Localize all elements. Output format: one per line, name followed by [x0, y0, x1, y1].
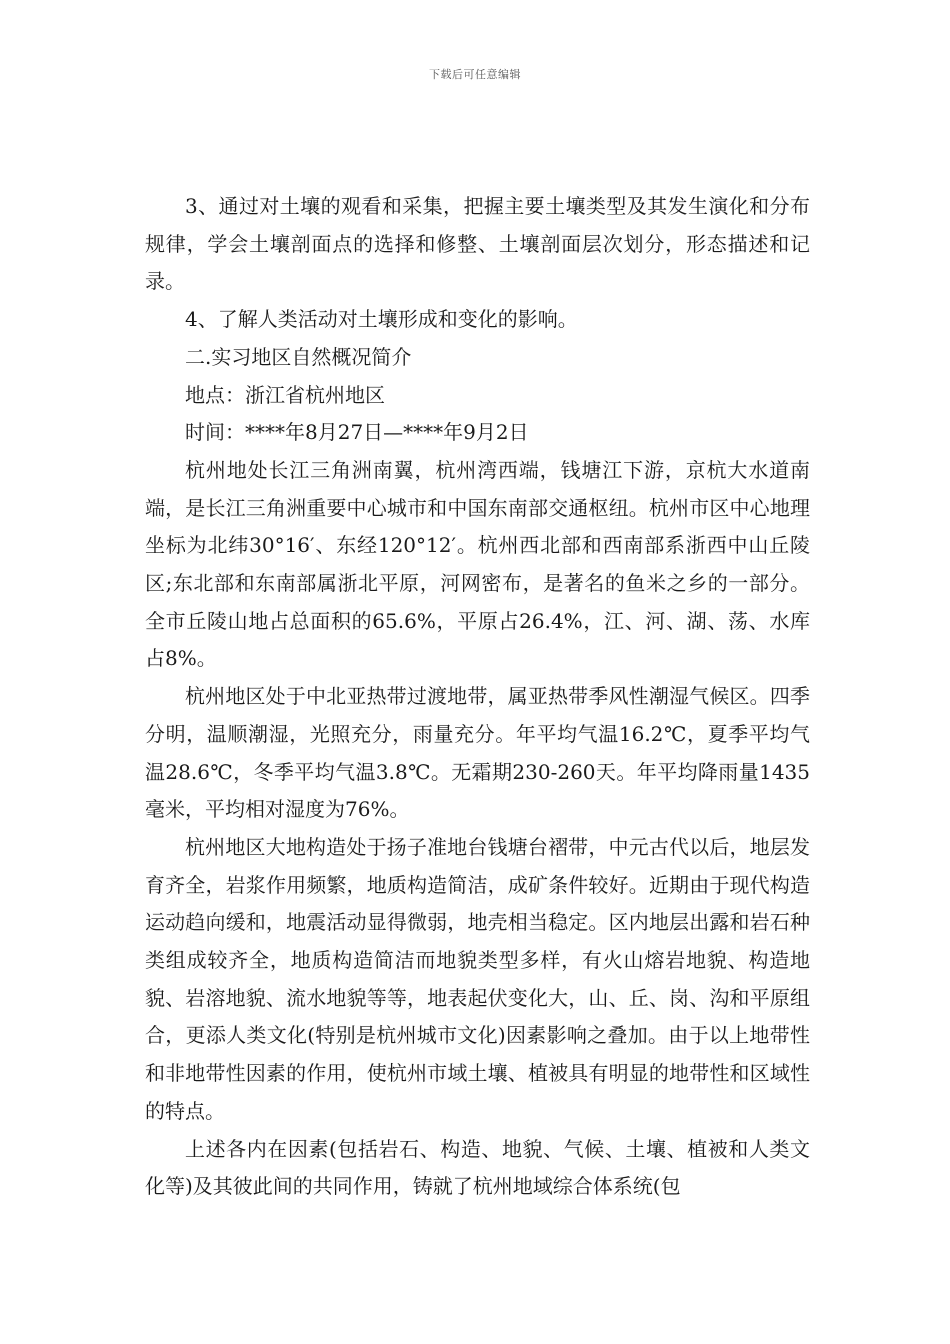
paragraph-geology: 杭州地区大地构造处于扬子准地台钱塘台褶带，中元古代以后，地层发育齐全，岩浆作用频繁，地质构造简洁，成矿条件较好。近期由于现代构造运动趋向缓和，地震活动显得微弱，地壳相当稳定。区内地层出露和岩石种类组成较齐全，地质构造简洁而地貌类型多样，有火山熔岩地貌、构造地貌、岩溶地貌、流水地貌等等，地表起伏变化大，山、丘、岗、沟和平原组合，更添人类文化(特别是杭州城市文化)因素影响之叠加。由于以上地带性和非地带性因素的作用，使杭州市域土壤、植被具有明显的地带性和区域性的特点。	[145, 834, 810, 1123]
paragraph-geography: 杭州地处长江三角洲南翼，杭州湾西端，钱塘江下游，京杭大水道南端，是长江三角洲重要中心城市和中国东南部交通枢纽。杭州市区中心地理坐标为北纬30°16′、东经120°12′。杭州西北部和西南部系浙西中山丘陵区;东北部和东南部属浙北平原，河网密布，是著名的鱼米之乡的一部分。全市丘陵山地占总面积的65.6%，平原占26.4%，江、河、湖、荡、水库占8%。	[145, 457, 810, 671]
paragraph-climate: 杭州地区处于中北亚热带过渡地带，属亚热带季风性潮湿气候区。四季分明，温顺潮湿，光照充分，雨量充分。年平均气温16.2℃，夏季平均气温28.6℃，冬季平均气温3.8℃。无霜期230-260天。年平均降雨量1435毫米，平均相对湿度为76%。	[145, 684, 810, 822]
paragraph-location: 地点：浙江省杭州地区	[185, 382, 385, 407]
section-heading-overview: 二.实习地区自然概况简介	[185, 344, 412, 369]
paragraph-time: 时间：****年8月27日—****年9月2日	[185, 420, 529, 445]
paragraph-objective-4: 4、了解人类活动对土壤形成和变化的影响。	[185, 307, 578, 332]
page-header: 下载后可任意编辑	[429, 68, 521, 81]
document-body	[145, 188, 810, 1206]
paragraph-factors: 上述各内在因素(包括岩石、构造、地貌、气候、土壤、植被和人类文化等)及其彼此间的共同作用，铸就了杭州地域综合体系统(包	[145, 1136, 810, 1199]
paragraph-objective-3: 3、通过对土壤的观看和采集，把握主要土壤类型及其发生演化和分布规律，学会土壤剖面点的选择和修整、土壤剖面层次划分，形态描述和记录。	[145, 194, 810, 294]
